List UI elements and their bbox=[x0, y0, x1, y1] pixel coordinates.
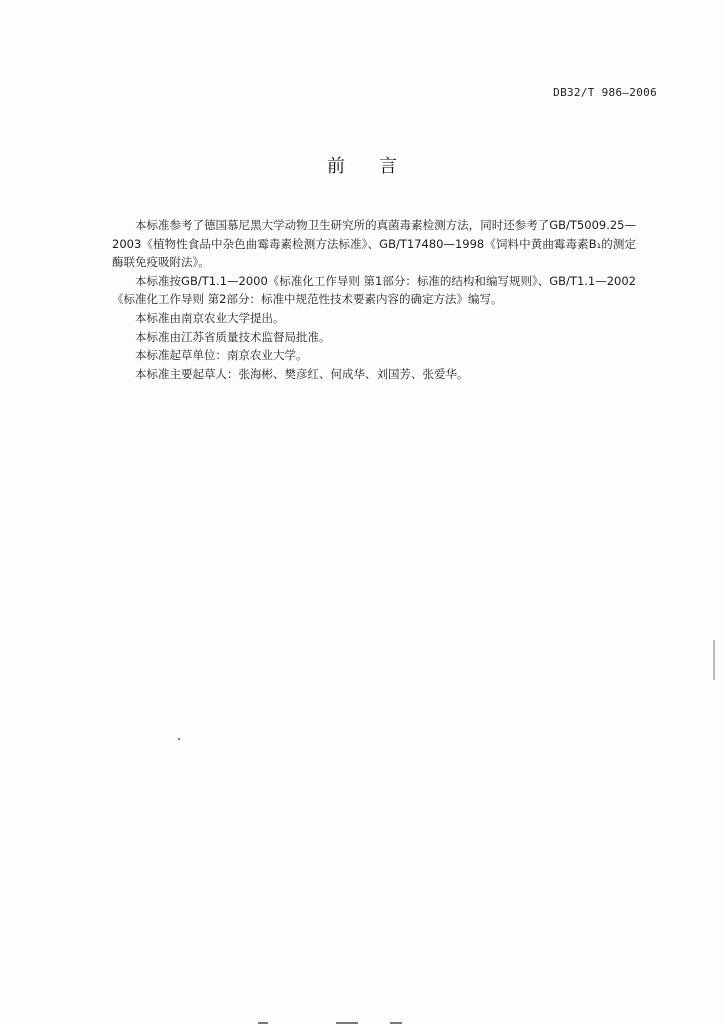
foreword-body bbox=[112, 216, 636, 383]
scan-speck bbox=[178, 738, 180, 740]
standard-code: DB32/T 986—2006 bbox=[553, 86, 657, 99]
page-title: 前言 bbox=[327, 156, 431, 177]
paragraph-drafters: 本标准主要起草人：张海彬、樊彦红、何成华、刘国芳、张爱华。 bbox=[135, 366, 469, 381]
paragraph-reference-standards: 本标准参考了德国慕尼黑大学动物卫生研究所的真菌毒素检测方法，同时还参考了GB/T5009.25—2003《植物性食品中杂色曲霉毒素检测方法标准》、GB/T17480—1998《饲料中黄曲霉毒素B₁的测定 酶联免疫吸附法》。 bbox=[112, 218, 636, 270]
paragraph-approver: 本标准由江苏省质量技术监督局批准。 bbox=[135, 329, 331, 344]
scan-bottom-marks bbox=[250, 1020, 430, 1024]
paragraph-drafting-rules: 本标准按GB/T1.1—2000《标准化工作导则 第1部分：标准的结构和编写规则》、GB/T1.1—2002《标准化工作导则 第2部分：标准中规范性技术要素内容的确定方法》编写。 bbox=[112, 273, 636, 307]
paragraph-drafting-unit: 本标准起草单位：南京农业大学。 bbox=[135, 348, 308, 363]
scan-edge-mark bbox=[713, 640, 715, 680]
paragraph-proposer: 本标准由南京农业大学提出。 bbox=[135, 310, 285, 325]
